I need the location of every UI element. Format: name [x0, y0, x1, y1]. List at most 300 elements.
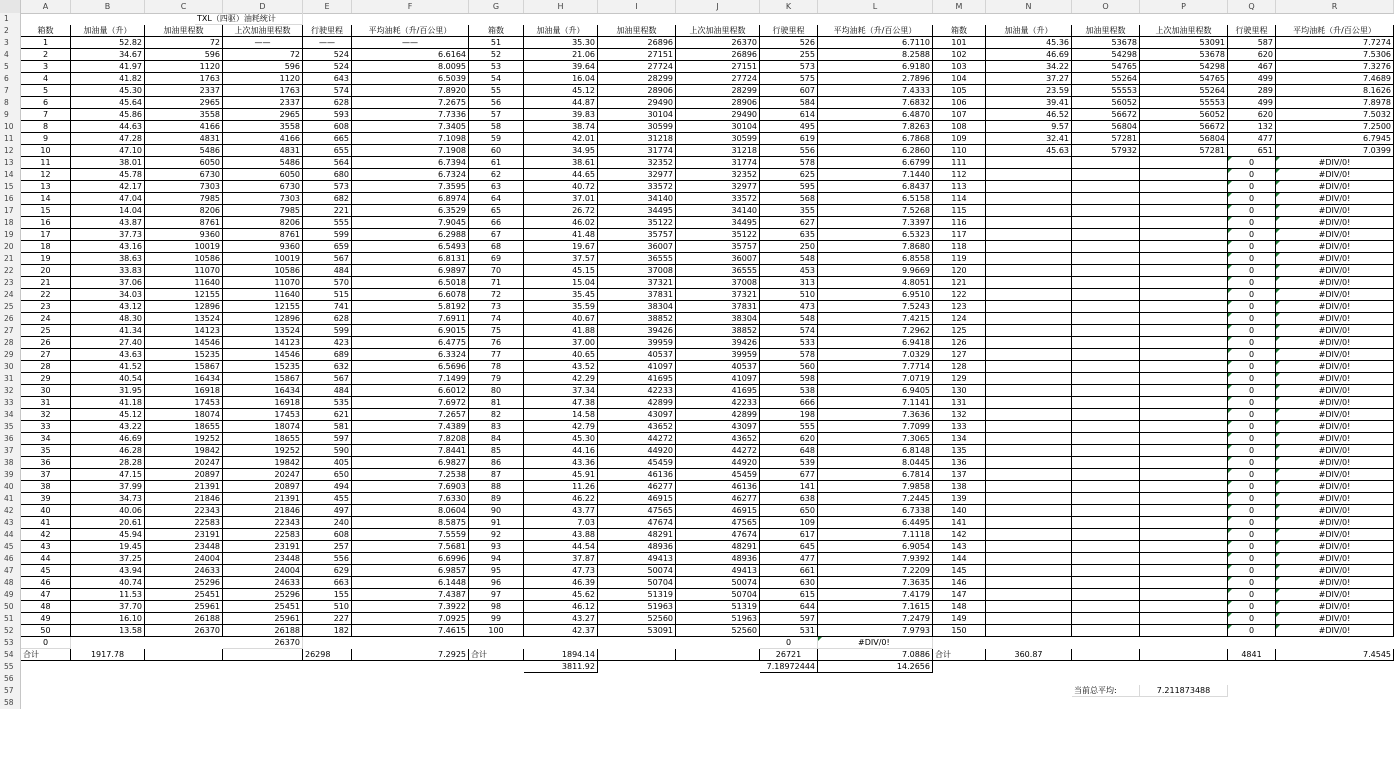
header-cell[interactable]: 行驶里程 [303, 25, 352, 37]
data-cell[interactable]: 665 [303, 133, 352, 145]
data-cell[interactable]: 46277 [676, 493, 760, 505]
data-cell[interactable]: 56052 [1072, 97, 1140, 109]
data-cell[interactable]: 16434 [223, 385, 303, 397]
data-cell[interactable]: 123 [933, 301, 986, 313]
data-cell[interactable]: 31218 [598, 133, 676, 145]
data-cell[interactable]: 75 [469, 325, 524, 337]
data-cell[interactable]: 28906 [676, 97, 760, 109]
data-cell[interactable]: 27 [21, 349, 71, 361]
data-cell[interactable]: #DIV/0! [1276, 265, 1394, 277]
data-cell[interactable]: 32352 [598, 157, 676, 169]
data-cell[interactable]: 568 [760, 193, 818, 205]
data-cell[interactable]: 46.22 [524, 493, 598, 505]
data-cell[interactable]: 62 [469, 169, 524, 181]
data-cell[interactable]: 533 [760, 337, 818, 349]
data-cell[interactable]: 88 [469, 481, 524, 493]
data-cell[interactable]: 6.3324 [352, 349, 469, 361]
data-cell[interactable]: 43652 [676, 433, 760, 445]
data-cell[interactable]: 43652 [598, 421, 676, 433]
data-cell[interactable] [1140, 613, 1228, 625]
data-cell[interactable]: 54765 [1072, 61, 1140, 73]
data-cell[interactable]: 40537 [676, 361, 760, 373]
data-cell[interactable]: 47.73 [524, 565, 598, 577]
row-header-30[interactable]: 30 [0, 361, 21, 373]
data-cell[interactable]: 11.53 [71, 589, 145, 601]
data-cell[interactable]: 23.59 [986, 85, 1072, 97]
data-cell[interactable]: 45.12 [524, 85, 598, 97]
data-cell[interactable]: 25961 [223, 613, 303, 625]
header-cell[interactable]: 加油里程数 [1072, 25, 1140, 37]
data-cell[interactable]: 7.6903 [352, 481, 469, 493]
data-cell[interactable]: 37.27 [986, 73, 1072, 85]
data-cell[interactable]: 455 [303, 493, 352, 505]
data-cell[interactable]: 43.88 [524, 529, 598, 541]
data-cell[interactable]: 574 [760, 325, 818, 337]
data-cell[interactable]: 69 [469, 253, 524, 265]
data-cell[interactable]: 607 [760, 85, 818, 97]
data-cell[interactable]: 114 [933, 193, 986, 205]
data-cell[interactable]: 50704 [676, 589, 760, 601]
row-header-1[interactable]: 1 [0, 13, 21, 25]
data-cell[interactable]: 39959 [676, 349, 760, 361]
data-cell[interactable]: 20.61 [71, 517, 145, 529]
data-cell[interactable]: 58 [469, 121, 524, 133]
data-cell[interactable]: 51319 [676, 601, 760, 613]
data-cell[interactable]: 526 [760, 37, 818, 49]
data-cell[interactable]: 86 [469, 457, 524, 469]
data-cell[interactable]: 14 [21, 193, 71, 205]
data-cell[interactable]: 42.01 [524, 133, 598, 145]
row-header-32[interactable]: 32 [0, 385, 21, 397]
data-cell[interactable]: 629 [303, 565, 352, 577]
row-header-49[interactable]: 49 [0, 589, 21, 601]
data-cell[interactable]: 131 [933, 397, 986, 409]
row-header-5[interactable]: 5 [0, 61, 21, 73]
cell-j54[interactable] [676, 649, 760, 661]
header-cell[interactable]: 加油量（升） [524, 25, 598, 37]
data-cell[interactable] [986, 349, 1072, 361]
data-cell[interactable]: 140 [933, 505, 986, 517]
data-cell[interactable]: 6.7945 [1276, 133, 1394, 145]
data-cell[interactable]: 6.6799 [818, 157, 933, 169]
data-cell[interactable] [1140, 601, 1228, 613]
data-cell[interactable]: 9.9669 [818, 265, 933, 277]
row-header-31[interactable]: 31 [0, 373, 21, 385]
data-cell[interactable]: 620 [760, 433, 818, 445]
data-cell[interactable]: 45.64 [71, 97, 145, 109]
data-cell[interactable]: 7.1615 [818, 601, 933, 613]
data-cell[interactable]: 35757 [676, 241, 760, 253]
data-cell[interactable]: 23448 [223, 553, 303, 565]
data-cell[interactable]: 7.8441 [352, 445, 469, 457]
cell-k53[interactable]: 0 [760, 637, 818, 649]
data-cell[interactable]: 7.5306 [1276, 49, 1394, 61]
row-header-27[interactable]: 27 [0, 325, 21, 337]
data-cell[interactable]: 8206 [223, 217, 303, 229]
data-cell[interactable]: 44920 [676, 457, 760, 469]
data-cell[interactable]: 7.8920 [352, 85, 469, 97]
data-cell[interactable]: 25 [21, 325, 71, 337]
data-cell[interactable]: 41.34 [71, 325, 145, 337]
row-header-38[interactable]: 38 [0, 457, 21, 469]
data-cell[interactable]: 467 [1228, 61, 1276, 73]
header-cell[interactable]: 箱数 [933, 25, 986, 37]
data-cell[interactable]: 17 [21, 229, 71, 241]
data-cell[interactable]: 37 [21, 469, 71, 481]
data-cell[interactable]: 38852 [676, 325, 760, 337]
data-cell[interactable]: 25451 [223, 601, 303, 613]
data-cell[interactable]: 144 [933, 553, 986, 565]
data-cell[interactable]: 50074 [676, 577, 760, 589]
data-cell[interactable]: 6.9405 [818, 385, 933, 397]
data-cell[interactable]: 43.36 [524, 457, 598, 469]
data-cell[interactable]: 45.30 [71, 85, 145, 97]
data-cell[interactable]: #DIV/0! [1276, 625, 1394, 637]
data-cell[interactable]: #DIV/0! [1276, 157, 1394, 169]
data-cell[interactable]: 484 [303, 385, 352, 397]
data-cell[interactable]: 41.82 [71, 73, 145, 85]
data-cell[interactable]: #DIV/0! [1276, 325, 1394, 337]
data-cell[interactable]: 148 [933, 601, 986, 613]
row-header-11[interactable]: 11 [0, 133, 21, 145]
data-cell[interactable]: 54 [469, 73, 524, 85]
data-cell[interactable] [1140, 313, 1228, 325]
data-cell[interactable] [1140, 301, 1228, 313]
data-cell[interactable]: 0 [1228, 493, 1276, 505]
data-cell[interactable]: 79 [469, 373, 524, 385]
data-cell[interactable]: 56672 [1072, 109, 1140, 121]
column-header-m[interactable]: M [933, 0, 986, 13]
data-cell[interactable]: 45.62 [524, 589, 598, 601]
data-cell[interactable]: 7.7336 [352, 109, 469, 121]
data-cell[interactable]: 36555 [676, 265, 760, 277]
data-cell[interactable]: 8.2588 [818, 49, 933, 61]
data-cell[interactable]: 78 [469, 361, 524, 373]
data-cell[interactable]: 23 [21, 301, 71, 313]
row-header-6[interactable]: 6 [0, 73, 21, 85]
data-cell[interactable]: 21846 [223, 505, 303, 517]
data-cell[interactable]: 21.06 [524, 49, 598, 61]
data-cell[interactable] [986, 397, 1072, 409]
data-cell[interactable]: 7.5681 [352, 541, 469, 553]
data-cell[interactable] [1072, 229, 1140, 241]
data-cell[interactable]: 134 [933, 433, 986, 445]
data-cell[interactable]: 0 [1228, 385, 1276, 397]
data-cell[interactable]: 47565 [598, 505, 676, 517]
data-cell[interactable]: 7.2657 [352, 409, 469, 421]
data-cell[interactable]: 59 [469, 133, 524, 145]
data-cell[interactable]: 32977 [676, 181, 760, 193]
row-header-35[interactable]: 35 [0, 421, 21, 433]
data-cell[interactable]: 20 [21, 265, 71, 277]
data-cell[interactable]: 7.3595 [352, 181, 469, 193]
header-cell[interactable]: 箱数 [21, 25, 71, 37]
data-cell[interactable]: 26896 [598, 37, 676, 49]
data-cell[interactable]: 10019 [223, 253, 303, 265]
data-cell[interactable] [1140, 493, 1228, 505]
data-cell[interactable]: 113 [933, 181, 986, 193]
data-cell[interactable]: 37008 [598, 265, 676, 277]
data-cell[interactable]: 18655 [145, 421, 223, 433]
data-cell[interactable]: 680 [303, 169, 352, 181]
data-cell[interactable]: 6.8148 [818, 445, 933, 457]
data-cell[interactable] [1140, 445, 1228, 457]
data-cell[interactable]: 54298 [1140, 61, 1228, 73]
data-cell[interactable]: 499 [1228, 73, 1276, 85]
data-cell[interactable]: 20897 [223, 481, 303, 493]
data-cell[interactable]: 4166 [145, 121, 223, 133]
data-cell[interactable]: 23191 [223, 541, 303, 553]
data-cell[interactable] [1072, 265, 1140, 277]
data-cell[interactable]: 7.9858 [818, 481, 933, 493]
data-cell[interactable]: 43.27 [524, 613, 598, 625]
data-cell[interactable]: 47.15 [71, 469, 145, 481]
data-cell[interactable]: 9 [21, 133, 71, 145]
row-header-51[interactable]: 51 [0, 613, 21, 625]
data-cell[interactable]: 34495 [676, 217, 760, 229]
data-cell[interactable]: —— [303, 37, 352, 49]
data-cell[interactable]: 42 [21, 529, 71, 541]
data-cell[interactable]: 620 [1228, 109, 1276, 121]
data-cell[interactable]: 30 [21, 385, 71, 397]
data-cell[interactable]: #DIV/0! [1276, 373, 1394, 385]
data-cell[interactable] [1072, 625, 1140, 637]
data-cell[interactable]: 77 [469, 349, 524, 361]
data-cell[interactable] [1072, 433, 1140, 445]
data-cell[interactable]: 10 [21, 145, 71, 157]
data-cell[interactable] [986, 169, 1072, 181]
data-cell[interactable]: 41695 [598, 373, 676, 385]
data-cell[interactable] [1140, 205, 1228, 217]
row-header-39[interactable]: 39 [0, 469, 21, 481]
data-cell[interactable] [986, 613, 1072, 625]
data-cell[interactable]: 43.77 [524, 505, 598, 517]
total-n[interactable]: 360.87 [986, 649, 1072, 661]
data-cell[interactable]: 0 [1228, 157, 1276, 169]
data-cell[interactable]: 7.5243 [818, 301, 933, 313]
row-header-2[interactable]: 2 [0, 25, 21, 37]
data-cell[interactable]: 25961 [145, 601, 223, 613]
data-cell[interactable]: 7.3397 [818, 217, 933, 229]
data-cell[interactable]: 6730 [223, 181, 303, 193]
data-cell[interactable]: 7.2209 [818, 565, 933, 577]
data-cell[interactable]: 648 [760, 445, 818, 457]
data-cell[interactable]: 41097 [676, 373, 760, 385]
data-cell[interactable]: 0 [1228, 457, 1276, 469]
data-cell[interactable]: 44.65 [524, 169, 598, 181]
data-cell[interactable]: 9.57 [986, 121, 1072, 133]
data-cell[interactable]: 575 [760, 73, 818, 85]
header-cell[interactable]: 上次加油里程数 [223, 25, 303, 37]
data-cell[interactable]: 82 [469, 409, 524, 421]
data-cell[interactable] [1140, 409, 1228, 421]
data-cell[interactable]: 97 [469, 589, 524, 601]
data-cell[interactable]: 11070 [145, 265, 223, 277]
row-header-52[interactable]: 52 [0, 625, 21, 637]
data-cell[interactable]: #DIV/0! [1276, 385, 1394, 397]
data-cell[interactable]: 7.1118 [818, 529, 933, 541]
data-cell[interactable]: 8.0445 [818, 457, 933, 469]
data-cell[interactable]: 149 [933, 613, 986, 625]
data-cell[interactable]: 56804 [1072, 121, 1140, 133]
data-cell[interactable]: 34.03 [71, 289, 145, 301]
data-cell[interactable]: 621 [303, 409, 352, 421]
column-header-k[interactable]: K [760, 0, 818, 13]
data-cell[interactable]: 49413 [676, 565, 760, 577]
data-cell[interactable] [1072, 397, 1140, 409]
data-cell[interactable]: 7.9793 [818, 625, 933, 637]
data-cell[interactable]: 13 [21, 181, 71, 193]
data-cell[interactable]: 0 [1228, 289, 1276, 301]
data-cell[interactable]: 46 [21, 577, 71, 589]
data-cell[interactable]: 135 [933, 445, 986, 457]
row-header-7[interactable]: 7 [0, 85, 21, 97]
data-cell[interactable]: 19.67 [524, 241, 598, 253]
data-cell[interactable]: 597 [303, 433, 352, 445]
data-cell[interactable] [1140, 529, 1228, 541]
data-cell[interactable]: 12155 [223, 301, 303, 313]
data-cell[interactable]: 0 [1228, 193, 1276, 205]
data-cell[interactable]: 38.74 [524, 121, 598, 133]
data-cell[interactable]: 146 [933, 577, 986, 589]
cell-p54[interactable] [1140, 649, 1228, 661]
data-cell[interactable]: 108 [933, 121, 986, 133]
row-header-22[interactable]: 22 [0, 265, 21, 277]
data-cell[interactable]: 26370 [676, 37, 760, 49]
data-cell[interactable]: 7.3635 [818, 577, 933, 589]
data-cell[interactable]: 14123 [145, 325, 223, 337]
data-cell[interactable]: 4166 [223, 133, 303, 145]
data-cell[interactable]: 107 [933, 109, 986, 121]
data-cell[interactable]: #DIV/0! [1276, 217, 1394, 229]
data-cell[interactable]: 132 [933, 409, 986, 421]
data-cell[interactable] [1072, 289, 1140, 301]
data-cell[interactable]: 22343 [145, 505, 223, 517]
column-header-f[interactable]: F [352, 0, 469, 13]
data-cell[interactable]: 6.2860 [818, 145, 933, 157]
data-cell[interactable]: 44272 [598, 433, 676, 445]
data-cell[interactable]: 94 [469, 553, 524, 565]
data-cell[interactable]: 16 [21, 217, 71, 229]
data-cell[interactable]: 46.28 [71, 445, 145, 457]
data-cell[interactable]: 6.9180 [818, 61, 933, 73]
data-cell[interactable] [1140, 349, 1228, 361]
data-cell[interactable]: 198 [760, 409, 818, 421]
data-cell[interactable]: 60 [469, 145, 524, 157]
data-cell[interactable] [986, 181, 1072, 193]
data-cell[interactable]: 7.3065 [818, 433, 933, 445]
data-cell[interactable]: 32 [21, 409, 71, 421]
data-cell[interactable]: 67 [469, 229, 524, 241]
data-cell[interactable]: 645 [760, 541, 818, 553]
data-cell[interactable]: 15867 [223, 373, 303, 385]
data-cell[interactable]: 4 [21, 73, 71, 85]
data-cell[interactable]: 9360 [145, 229, 223, 241]
data-cell[interactable] [1072, 457, 1140, 469]
data-cell[interactable] [1072, 325, 1140, 337]
data-cell[interactable]: 5486 [223, 157, 303, 169]
data-cell[interactable]: 7.03 [524, 517, 598, 529]
data-cell[interactable]: 37.87 [524, 553, 598, 565]
data-cell[interactable]: 567 [303, 253, 352, 265]
data-cell[interactable] [986, 445, 1072, 457]
data-cell[interactable]: 24633 [223, 577, 303, 589]
data-cell[interactable]: 2965 [223, 109, 303, 121]
data-cell[interactable]: 42.37 [524, 625, 598, 637]
data-cell[interactable]: 643 [303, 73, 352, 85]
data-cell[interactable]: 15867 [145, 361, 223, 373]
data-cell[interactable]: 138 [933, 481, 986, 493]
data-cell[interactable]: 8.0604 [352, 505, 469, 517]
data-cell[interactable]: 33 [21, 421, 71, 433]
data-cell[interactable] [986, 337, 1072, 349]
data-cell[interactable]: #DIV/0! [1276, 193, 1394, 205]
data-cell[interactable]: 628 [303, 313, 352, 325]
data-cell[interactable]: 37.34 [524, 385, 598, 397]
data-cell[interactable]: 7.8263 [818, 121, 933, 133]
data-cell[interactable]: #DIV/0! [1276, 349, 1394, 361]
data-cell[interactable]: 661 [760, 565, 818, 577]
data-cell[interactable]: 28906 [598, 85, 676, 97]
data-cell[interactable]: 15.04 [524, 277, 598, 289]
data-cell[interactable]: 18074 [145, 409, 223, 421]
header-cell[interactable]: 平均油耗（升/百公里） [352, 25, 469, 37]
data-cell[interactable]: 38.61 [524, 157, 598, 169]
data-cell[interactable]: 596 [145, 49, 223, 61]
data-cell[interactable]: 18 [21, 241, 71, 253]
data-cell[interactable]: 22343 [223, 517, 303, 529]
data-cell[interactable]: 453 [760, 265, 818, 277]
data-cell[interactable]: 54298 [1072, 49, 1140, 61]
data-cell[interactable]: 182 [303, 625, 352, 637]
data-cell[interactable]: 6.8437 [818, 181, 933, 193]
data-cell[interactable]: #DIV/0! [1276, 601, 1394, 613]
data-cell[interactable]: 556 [303, 553, 352, 565]
data-cell[interactable]: 124 [933, 313, 986, 325]
data-cell[interactable]: 221 [303, 205, 352, 217]
data-cell[interactable] [1072, 505, 1140, 517]
data-cell[interactable]: 7.9045 [352, 217, 469, 229]
data-cell[interactable]: 10586 [145, 253, 223, 265]
data-cell[interactable]: 24 [21, 313, 71, 325]
data-cell[interactable]: 27724 [676, 73, 760, 85]
data-cell[interactable] [1072, 553, 1140, 565]
data-cell[interactable]: 37.73 [71, 229, 145, 241]
data-cell[interactable] [986, 289, 1072, 301]
data-cell[interactable]: 41695 [676, 385, 760, 397]
data-cell[interactable]: 682 [303, 193, 352, 205]
data-cell[interactable]: 0 [1228, 301, 1276, 313]
row-header-34[interactable]: 34 [0, 409, 21, 421]
column-header-r[interactable]: R [1276, 0, 1394, 13]
data-cell[interactable]: 6050 [223, 169, 303, 181]
data-cell[interactable]: 40 [21, 505, 71, 517]
data-cell[interactable]: 68 [469, 241, 524, 253]
data-cell[interactable]: 7985 [223, 205, 303, 217]
data-cell[interactable]: 689 [303, 349, 352, 361]
data-cell[interactable]: 51963 [598, 601, 676, 613]
row-header-33[interactable]: 33 [0, 397, 21, 409]
data-cell[interactable]: 21391 [223, 493, 303, 505]
data-cell[interactable]: #DIV/0! [1276, 421, 1394, 433]
column-header-q[interactable]: Q [1228, 0, 1276, 13]
data-cell[interactable]: 42.17 [71, 181, 145, 193]
data-cell[interactable]: 573 [760, 61, 818, 73]
data-cell[interactable]: 26896 [676, 49, 760, 61]
data-cell[interactable]: 14546 [223, 349, 303, 361]
data-cell[interactable]: 29 [21, 373, 71, 385]
data-cell[interactable]: 43.94 [71, 565, 145, 577]
